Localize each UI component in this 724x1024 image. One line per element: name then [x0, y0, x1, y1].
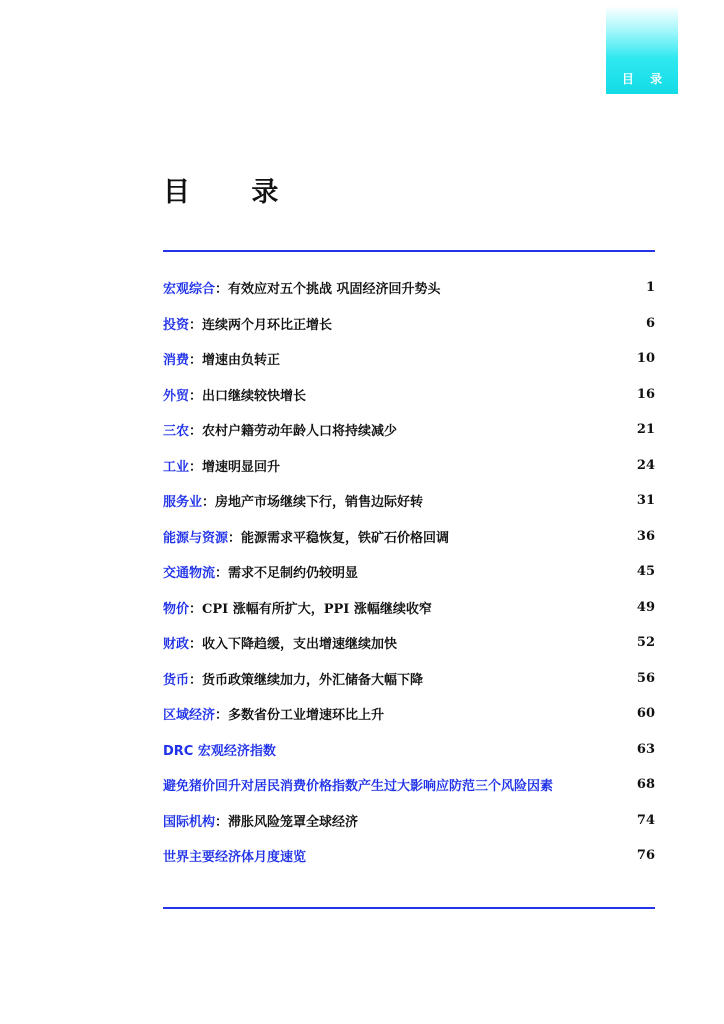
toc-entry-text — [163, 669, 615, 688]
section-tab-label: 目 录 — [621, 72, 669, 86]
toc-entry-title: 工业 — [163, 459, 190, 475]
toc-entry[interactable] — [163, 625, 655, 661]
toc-entry-separator: ： — [215, 566, 229, 582]
toc-entry-title: 区域经济 — [163, 708, 216, 724]
toc-entry-title: 物价 — [163, 601, 190, 617]
toc-entry-text — [163, 456, 615, 475]
toc-entry-title: DRC 宏观经济指数 — [163, 743, 276, 759]
toc-entry-separator: ： — [189, 317, 203, 333]
toc-entry-separator: ： — [189, 424, 203, 440]
toc-page-number: 63 — [636, 741, 655, 757]
toc-page-number: 60 — [636, 706, 655, 722]
toc-entry[interactable] — [163, 661, 655, 697]
toc-entry-text — [163, 314, 615, 333]
toc-entry-subtitle: CPI 涨幅有所扩大，PPI 涨幅继续收窄 — [202, 601, 432, 617]
toc-entry[interactable] — [163, 590, 655, 626]
toc-entry-title: 服务业 — [163, 495, 203, 511]
toc-entry-text — [163, 846, 615, 865]
toc-entry-subtitle: 货币政策继续加力，外汇储备大幅下降 — [202, 672, 424, 688]
toc-entry-text — [163, 775, 615, 794]
toc-entry-title: 世界主要经济体月度速览 — [163, 850, 307, 866]
toc-entry-text — [163, 598, 615, 617]
toc-entry-subtitle: 增速由负转正 — [202, 353, 281, 369]
toc-entry-subtitle: 能源需求平稳恢复，铁矿石价格回调 — [241, 530, 450, 546]
toc-entry[interactable] — [163, 803, 655, 839]
toc-entry[interactable] — [163, 270, 655, 306]
toc-entry-text — [163, 385, 615, 404]
toc-entry-separator: ： — [189, 601, 203, 617]
toc-entry-subtitle: 滞胀风险笼罩全球经济 — [228, 814, 359, 830]
toc-page-number: 31 — [636, 493, 655, 509]
toc-entry[interactable] — [163, 448, 655, 484]
toc-page-number: 76 — [636, 848, 655, 864]
toc-page-number: 74 — [636, 812, 655, 828]
toc-entry-subtitle: 房地产市场继续下行，销售边际好转 — [215, 495, 424, 511]
toc-page-number: 21 — [636, 422, 655, 438]
table-of-contents — [163, 270, 655, 874]
toc-entry-separator: ： — [202, 495, 216, 511]
toc-entry-subtitle: 有效应对五个挑战 巩固经济回升势头 — [228, 282, 441, 298]
toc-entry[interactable] — [163, 377, 655, 413]
toc-entry-text — [163, 349, 615, 368]
toc-entry-title: 财政 — [163, 637, 190, 653]
toc-entry-title: 货币 — [163, 672, 190, 688]
toc-entry-text — [163, 633, 615, 652]
toc-entry-separator: ： — [215, 282, 229, 298]
toc-entry[interactable] — [163, 341, 655, 377]
page-title: 目 录 — [163, 177, 305, 208]
toc-entry-subtitle: 出口继续较快增长 — [202, 388, 307, 404]
toc-entry-separator: ： — [228, 530, 242, 546]
toc-entry-text — [163, 278, 615, 297]
toc-entry-separator: ： — [189, 672, 203, 688]
toc-entry-text — [163, 704, 615, 723]
toc-entry-title: 三农 — [163, 424, 190, 440]
toc-entry-text — [163, 527, 615, 546]
toc-entry-text — [163, 420, 615, 439]
toc-page-number: 6 — [645, 315, 655, 331]
toc-entry-separator: ： — [215, 708, 229, 724]
toc-entry-separator: ： — [215, 814, 229, 830]
toc-entry-title: 外贸 — [163, 388, 190, 404]
toc-page-number: 24 — [636, 457, 655, 473]
toc-entry-subtitle: 增速明显回升 — [202, 459, 281, 475]
toc-entry[interactable] — [163, 519, 655, 555]
toc-entry-title: 避免猪价回升对居民消费价格指数产生过大影响应防范三个风险因素 — [163, 779, 554, 795]
toc-entry-title: 能源与资源 — [163, 530, 229, 546]
toc-entry[interactable] — [163, 732, 655, 768]
toc-entry-text — [163, 811, 615, 830]
toc-entry-subtitle: 多数省份工业增速环比上升 — [228, 708, 385, 724]
toc-page-number: 10 — [636, 351, 655, 367]
toc-entry-title: 国际机构 — [163, 814, 216, 830]
toc-entry-title: 投资 — [163, 317, 190, 333]
bottom-divider — [163, 907, 655, 909]
toc-page-number: 1 — [645, 280, 655, 296]
toc-entry-subtitle: 农村户籍劳动年龄人口将持续减少 — [202, 424, 398, 440]
toc-entry-title: 宏观综合 — [163, 282, 216, 298]
toc-entry-separator: ： — [189, 388, 203, 404]
toc-page-number: 16 — [636, 386, 655, 402]
toc-page-number: 56 — [636, 670, 655, 686]
toc-entry-text — [163, 740, 615, 759]
toc-entry[interactable] — [163, 412, 655, 448]
section-tab — [606, 6, 678, 94]
toc-entry-separator: ： — [189, 459, 203, 475]
toc-entry-separator: ： — [189, 353, 203, 369]
toc-entry[interactable] — [163, 838, 655, 874]
toc-entry[interactable] — [163, 554, 655, 590]
toc-page-number: 52 — [636, 635, 655, 651]
toc-entry-title: 消费 — [163, 353, 190, 369]
toc-entry-subtitle: 需求不足制约仍较明显 — [228, 566, 359, 582]
toc-page-number: 49 — [636, 599, 655, 615]
toc-page-number: 45 — [636, 564, 655, 580]
toc-entry-subtitle: 连续两个月环比正增长 — [202, 317, 333, 333]
toc-entry[interactable] — [163, 767, 655, 803]
toc-entry[interactable] — [163, 696, 655, 732]
toc-page-number: 36 — [636, 528, 655, 544]
toc-entry-subtitle: 收入下降趋缓，支出增速继续加快 — [202, 637, 398, 653]
toc-entry-text — [163, 491, 615, 510]
toc-page-number: 68 — [636, 777, 655, 793]
toc-entry[interactable] — [163, 483, 655, 519]
toc-entry-text — [163, 562, 615, 581]
top-divider — [163, 250, 655, 252]
toc-entry[interactable] — [163, 306, 655, 342]
toc-entry-separator: ： — [189, 637, 203, 653]
toc-entry-title: 交通物流 — [163, 566, 216, 582]
